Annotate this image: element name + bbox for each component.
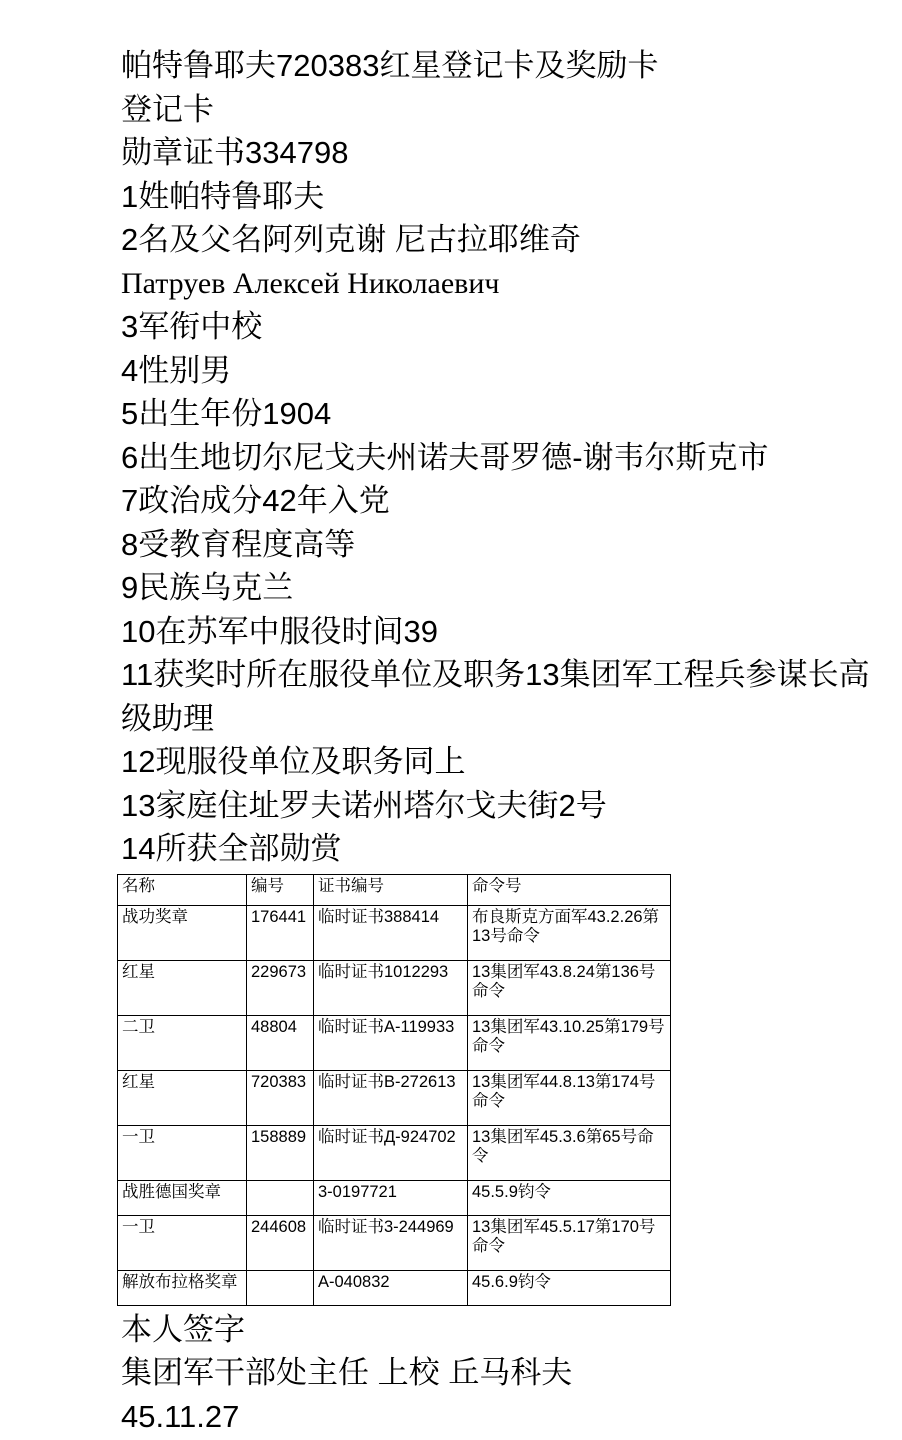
document-footer <box>0 1308 902 1439</box>
column-header-number: 编号 <box>247 874 314 905</box>
cell-award-name: 红星 <box>118 960 247 1015</box>
cell-order-number: 45.6.9钧令 <box>468 1270 671 1305</box>
field-unit-and-post-at-award: 11获奖时所在服役单位及职务13集团军工程兵参谋长高级助理 <box>121 657 870 736</box>
cell-award-name: 战功奖章 <box>118 905 247 960</box>
document-text-body <box>0 44 902 871</box>
cell-award-number: 244608 <box>247 1215 314 1270</box>
awards-table-container <box>0 874 902 1306</box>
field-birth-year: 5出生年份1904 <box>121 396 332 431</box>
column-header-name: 名称 <box>118 874 247 905</box>
cell-certificate-number: 临时证书388414 <box>314 905 468 960</box>
field-given-and-patronymic-name: 2名及父名阿列克谢 尼古拉耶维奇 <box>121 222 581 257</box>
cell-order-number: 45.5.9钧令 <box>468 1180 671 1215</box>
cell-certificate-number: A-040832 <box>314 1270 468 1305</box>
cell-certificate-number: 临时证书А-119933 <box>314 1015 468 1070</box>
cell-order-number: 13集团军44.8.13第174号命令 <box>468 1070 671 1125</box>
cell-certificate-number: 临时证书1012293 <box>314 960 468 1015</box>
cell-award-number: 48804 <box>247 1015 314 1070</box>
column-header-certificate-number: 证书编号 <box>314 874 468 905</box>
field-home-address: 13家庭住址罗夫诺州塔尔戈夫街2号 <box>121 787 607 823</box>
cell-certificate-number: 3-0197721 <box>314 1180 468 1215</box>
column-header-order-number: 命令号 <box>468 874 671 905</box>
cell-award-name: 二卫 <box>118 1015 247 1070</box>
field-nationality: 9民族乌克兰 <box>121 570 294 605</box>
field-years-of-service: 10在苏军中服役时间39 <box>121 613 438 649</box>
cell-award-name: 红星 <box>118 1070 247 1125</box>
cell-certificate-number: 临时证书В-272613 <box>314 1070 468 1125</box>
field-party-membership: 7政治成分42年入党 <box>121 483 390 518</box>
table-row <box>118 1070 671 1125</box>
table-row <box>118 1180 671 1215</box>
footer-signing-officer: 集团军干部处主任 上校 丘马科夫 <box>121 1355 573 1390</box>
cell-award-number <box>247 1270 314 1305</box>
cell-award-number: 720383 <box>247 1070 314 1125</box>
cell-award-number <box>247 1180 314 1215</box>
document-subtitle-card-type: 登记卡 <box>121 91 214 127</box>
cell-award-number: 158889 <box>247 1125 314 1180</box>
cell-award-name: 解放布拉格奖章 <box>118 1270 247 1305</box>
cell-award-number: 176441 <box>247 905 314 960</box>
cell-award-name: 战胜德国奖章 <box>118 1180 247 1215</box>
table-row <box>118 1125 671 1180</box>
field-education-level: 8受教育程度高等 <box>121 526 356 562</box>
table-row <box>118 960 671 1015</box>
cell-award-name: 一卫 <box>118 1215 247 1270</box>
cell-order-number: 13集团军45.3.6第65号命令 <box>468 1125 671 1180</box>
field-gender: 4性别男 <box>121 352 232 388</box>
field-current-unit-and-post: 12现服役单位及职务同上 <box>121 744 466 779</box>
footer-date: 45.11.27 <box>121 1398 240 1434</box>
cell-certificate-number: 临时证书3-244969 <box>314 1215 468 1270</box>
cell-order-number: 布良斯克方面军43.2.26第13号命令 <box>468 905 671 960</box>
cyrillic-full-name: Патруев Алексей Николаевич <box>121 266 500 300</box>
cell-order-number: 13集团军43.8.24第136号命令 <box>468 960 671 1015</box>
table-header-row <box>118 874 671 905</box>
cell-order-number: 13集团军43.10.25第179号命令 <box>468 1015 671 1070</box>
table-row <box>118 905 671 960</box>
cell-award-name: 一卫 <box>118 1125 247 1180</box>
table-row <box>118 1215 671 1270</box>
footer-personal-signature-label: 本人签字 <box>121 1311 245 1347</box>
awards-table <box>117 874 671 1306</box>
table-row <box>118 1270 671 1305</box>
table-row <box>118 1015 671 1070</box>
cell-order-number: 13集团军45.5.17第170号命令 <box>468 1215 671 1270</box>
field-all-awards-heading: 14所获全部勋赏 <box>121 831 342 866</box>
medal-certificate-number: 勋章证书334798 <box>121 135 349 170</box>
cell-certificate-number: 临时证书Д-924702 <box>314 1125 468 1180</box>
cell-award-number: 229673 <box>247 960 314 1015</box>
document-title: 帕特鲁耶夫720383红星登记卡及奖励卡 <box>121 48 659 83</box>
field-surname: 1姓帕特鲁耶夫 <box>121 178 325 214</box>
field-military-rank: 3军衔中校 <box>121 309 263 344</box>
field-birth-place: 6出生地切尔尼戈夫州诺夫哥罗德-谢韦尔斯克市 <box>121 439 769 475</box>
